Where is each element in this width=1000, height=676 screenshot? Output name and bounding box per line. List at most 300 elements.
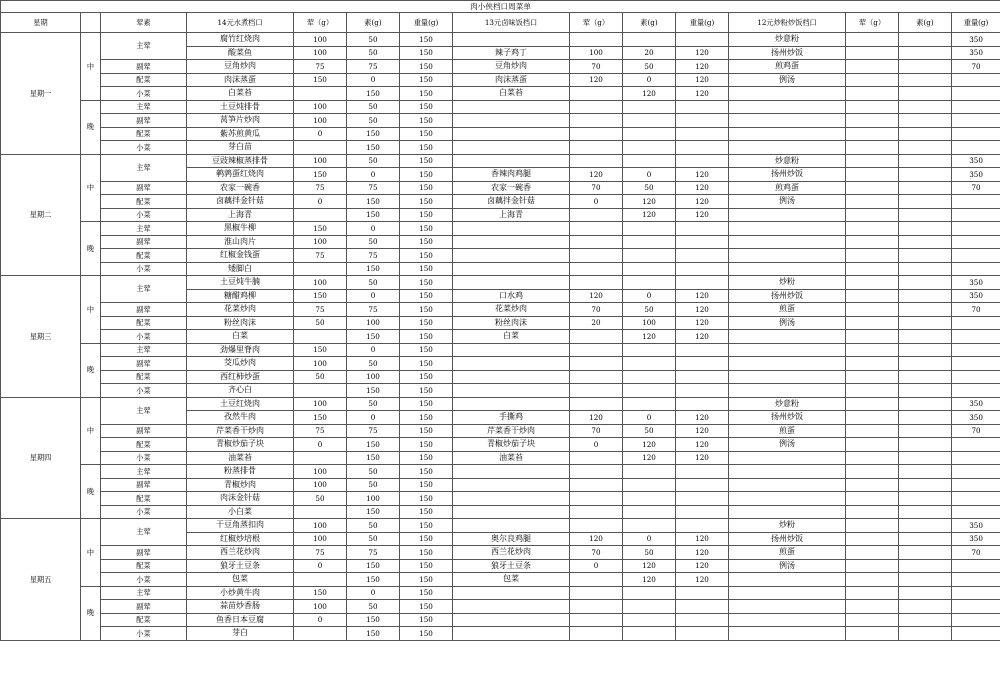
meat-stall-3 xyxy=(846,289,899,303)
table-row xyxy=(1,33,1000,47)
veg-stall-2: 120 xyxy=(623,451,676,465)
veg-stall-1: 50 xyxy=(347,519,400,533)
dish-stall-3: 扬州炒饭 xyxy=(729,168,846,182)
dish-stall-3: 炒意粉 xyxy=(729,154,846,168)
dish-stall-3: 例汤 xyxy=(729,316,846,330)
veg-stall-2 xyxy=(623,114,676,128)
veg-stall-1: 0 xyxy=(347,411,400,425)
category-cell: 配菜 xyxy=(101,316,187,330)
meat-stall-3 xyxy=(846,127,899,141)
meat-stall-1: 150 xyxy=(294,168,347,182)
weight-stall-2 xyxy=(676,370,729,384)
veg-stall-1: 50 xyxy=(347,397,400,411)
veg-stall-1: 100 xyxy=(347,492,400,506)
header-stall-2: 13元卤味饭档口 xyxy=(453,13,570,33)
weight-stall-1: 150 xyxy=(400,100,453,114)
meat-stall-3 xyxy=(846,424,899,438)
meat-stall-3 xyxy=(846,613,899,627)
veg-stall-2: 50 xyxy=(623,303,676,317)
meat-stall-3 xyxy=(846,114,899,128)
dish-stall-3 xyxy=(729,262,846,276)
veg-stall-3 xyxy=(899,384,952,398)
table-row xyxy=(1,600,1000,614)
category-cell: 配菜 xyxy=(101,249,187,263)
weight-stall-3 xyxy=(952,127,1000,141)
veg-stall-1: 100 xyxy=(347,370,400,384)
veg-stall-3 xyxy=(899,316,952,330)
meat-stall-2 xyxy=(570,397,623,411)
meat-stall-2: 100 xyxy=(570,46,623,60)
dish-stall-2 xyxy=(453,384,570,398)
veg-stall-1: 150 xyxy=(347,613,400,627)
weight-stall-2: 120 xyxy=(676,573,729,587)
veg-stall-1: 50 xyxy=(347,276,400,290)
weight-stall-1: 150 xyxy=(400,573,453,587)
weight-stall-2: 120 xyxy=(676,87,729,101)
weight-stall-2: 120 xyxy=(676,316,729,330)
weight-stall-1: 150 xyxy=(400,208,453,222)
table-row xyxy=(1,114,1000,128)
veg-stall-1: 150 xyxy=(347,505,400,519)
veg-stall-3 xyxy=(899,532,952,546)
meat-stall-1: 100 xyxy=(294,532,347,546)
dish-stall-2 xyxy=(453,600,570,614)
veg-stall-3 xyxy=(899,195,952,209)
weight-stall-1: 150 xyxy=(400,519,453,533)
weight-stall-2: 120 xyxy=(676,60,729,74)
weight-stall-3: 70 xyxy=(952,303,1000,317)
meat-stall-2 xyxy=(570,451,623,465)
weight-stall-2: 120 xyxy=(676,451,729,465)
dish-stall-1: 小炒黄牛肉 xyxy=(187,586,294,600)
veg-stall-3 xyxy=(899,586,952,600)
weight-stall-3: 350 xyxy=(952,276,1000,290)
meat-stall-2: 120 xyxy=(570,289,623,303)
weight-stall-1: 150 xyxy=(400,451,453,465)
weight-stall-1: 150 xyxy=(400,168,453,182)
meat-stall-3 xyxy=(846,586,899,600)
dish-stall-3 xyxy=(729,492,846,506)
header-weekday: 星期 xyxy=(1,13,81,33)
category-cell: 主荤 xyxy=(101,465,187,479)
dish-stall-1: 油菜苔 xyxy=(187,451,294,465)
weight-stall-3 xyxy=(952,505,1000,519)
dish-stall-1: 孜然牛肉 xyxy=(187,411,294,425)
veg-stall-3 xyxy=(899,114,952,128)
dish-stall-2 xyxy=(453,222,570,236)
weight-stall-3: 70 xyxy=(952,60,1000,74)
header-meat-3: 荤（g） xyxy=(846,13,899,33)
veg-stall-2: 120 xyxy=(623,195,676,209)
weight-stall-3 xyxy=(952,316,1000,330)
veg-stall-2 xyxy=(623,262,676,276)
meat-stall-2 xyxy=(570,478,623,492)
weight-stall-2: 120 xyxy=(676,303,729,317)
dish-stall-3: 炒粉 xyxy=(729,276,846,290)
dish-stall-3: 扬州炒饭 xyxy=(729,46,846,60)
weight-stall-1: 150 xyxy=(400,627,453,641)
weight-stall-1: 150 xyxy=(400,370,453,384)
veg-stall-3 xyxy=(899,154,952,168)
dish-stall-3: 炒意粉 xyxy=(729,397,846,411)
weight-stall-1: 150 xyxy=(400,546,453,560)
veg-stall-2 xyxy=(623,33,676,47)
weight-stall-1: 150 xyxy=(400,411,453,425)
weight-stall-1: 150 xyxy=(400,141,453,155)
weight-stall-1: 150 xyxy=(400,316,453,330)
title-row xyxy=(1,1,1000,13)
dish-stall-1: 茭瓜炒肉 xyxy=(187,357,294,371)
header-veg-2: 素(g) xyxy=(623,13,676,33)
meat-stall-1: 50 xyxy=(294,492,347,506)
dish-stall-3: 煎蛋 xyxy=(729,546,846,560)
weight-stall-2: 120 xyxy=(676,168,729,182)
dish-stall-1: 小白菜 xyxy=(187,505,294,519)
dish-stall-2 xyxy=(453,100,570,114)
header-meat-2: 荤（g） xyxy=(570,13,623,33)
veg-stall-2: 0 xyxy=(623,532,676,546)
meat-stall-2 xyxy=(570,600,623,614)
weight-stall-3 xyxy=(952,262,1000,276)
table-row xyxy=(1,613,1000,627)
veg-stall-3 xyxy=(899,100,952,114)
veg-stall-1: 75 xyxy=(347,181,400,195)
veg-stall-3 xyxy=(899,370,952,384)
veg-stall-2: 50 xyxy=(623,546,676,560)
dish-stall-2 xyxy=(453,397,570,411)
meat-stall-3 xyxy=(846,46,899,60)
veg-stall-1: 150 xyxy=(347,195,400,209)
category-cell: 副荤 xyxy=(101,478,187,492)
meat-stall-3 xyxy=(846,154,899,168)
header-stall-1: 14元水煮档口 xyxy=(187,13,294,33)
meat-stall-1: 100 xyxy=(294,114,347,128)
weight-stall-3 xyxy=(952,357,1000,371)
dish-stall-2: 油菜苔 xyxy=(453,451,570,465)
weight-stall-1: 150 xyxy=(400,222,453,236)
meat-stall-1: 100 xyxy=(294,33,347,47)
table-row xyxy=(1,519,1000,533)
dish-stall-1: 青椒炒肉 xyxy=(187,478,294,492)
meat-stall-2 xyxy=(570,343,623,357)
meat-stall-1 xyxy=(294,573,347,587)
dish-stall-3: 例汤 xyxy=(729,438,846,452)
meat-stall-3 xyxy=(846,343,899,357)
dish-stall-1: 紫苏煎黄瓜 xyxy=(187,127,294,141)
dish-stall-1: 芽白 xyxy=(187,627,294,641)
table-row xyxy=(1,208,1000,222)
dish-stall-3: 扬州炒饭 xyxy=(729,411,846,425)
veg-stall-3 xyxy=(899,276,952,290)
meat-stall-2: 70 xyxy=(570,303,623,317)
meal-cell: 晚 xyxy=(81,100,101,154)
category-cell: 小菜 xyxy=(101,573,187,587)
veg-stall-1: 150 xyxy=(347,87,400,101)
dish-stall-3 xyxy=(729,330,846,344)
meat-stall-2 xyxy=(570,330,623,344)
weight-stall-2: 120 xyxy=(676,208,729,222)
veg-stall-3 xyxy=(899,438,952,452)
meat-stall-3 xyxy=(846,357,899,371)
weight-stall-2: 120 xyxy=(676,195,729,209)
meat-stall-3 xyxy=(846,559,899,573)
category-cell: 小菜 xyxy=(101,330,187,344)
meat-stall-3 xyxy=(846,100,899,114)
veg-stall-1: 0 xyxy=(347,343,400,357)
table-row xyxy=(1,60,1000,74)
veg-stall-2: 50 xyxy=(623,424,676,438)
weekday-cell: 星期一 xyxy=(1,33,81,155)
meat-stall-3 xyxy=(846,397,899,411)
weight-stall-1: 150 xyxy=(400,73,453,87)
weight-stall-1: 150 xyxy=(400,60,453,74)
veg-stall-1: 150 xyxy=(347,573,400,587)
weight-stall-3 xyxy=(952,222,1000,236)
veg-stall-3 xyxy=(899,222,952,236)
veg-stall-3 xyxy=(899,87,952,101)
weight-stall-2 xyxy=(676,613,729,627)
table-row xyxy=(1,343,1000,357)
veg-stall-1: 50 xyxy=(347,478,400,492)
weekday-cell: 星期四 xyxy=(1,397,81,519)
header-weight-1: 重量(g) xyxy=(400,13,453,33)
dish-stall-2: 奥尔良鸡腿 xyxy=(453,532,570,546)
category-cell: 小菜 xyxy=(101,208,187,222)
meat-stall-2: 70 xyxy=(570,424,623,438)
veg-stall-3 xyxy=(899,627,952,641)
meat-stall-1: 100 xyxy=(294,154,347,168)
meat-stall-2 xyxy=(570,154,623,168)
veg-stall-3 xyxy=(899,208,952,222)
table-row xyxy=(1,370,1000,384)
category-cell: 副荤 xyxy=(101,181,187,195)
veg-stall-1: 50 xyxy=(347,154,400,168)
dish-stall-3 xyxy=(729,478,846,492)
meat-stall-1 xyxy=(294,627,347,641)
dish-stall-2 xyxy=(453,154,570,168)
table-row xyxy=(1,492,1000,506)
weight-stall-3 xyxy=(952,600,1000,614)
category-cell: 配菜 xyxy=(101,195,187,209)
veg-stall-2 xyxy=(623,222,676,236)
veg-stall-1: 150 xyxy=(347,384,400,398)
veg-stall-1: 150 xyxy=(347,330,400,344)
weight-stall-3 xyxy=(952,330,1000,344)
veg-stall-3 xyxy=(899,303,952,317)
dish-stall-1: 西兰花炒肉 xyxy=(187,546,294,560)
meat-stall-1: 75 xyxy=(294,181,347,195)
weight-stall-1: 150 xyxy=(400,235,453,249)
meat-stall-2 xyxy=(570,276,623,290)
veg-stall-2 xyxy=(623,141,676,155)
veg-stall-3 xyxy=(899,343,952,357)
category-cell: 小菜 xyxy=(101,505,187,519)
dish-stall-2: 肉沫蒸蛋 xyxy=(453,73,570,87)
weight-stall-1: 150 xyxy=(400,600,453,614)
weekday-cell: 星期五 xyxy=(1,519,81,641)
meat-stall-3 xyxy=(846,195,899,209)
meat-stall-1: 100 xyxy=(294,397,347,411)
dish-stall-2 xyxy=(453,627,570,641)
table-row xyxy=(1,546,1000,560)
weight-stall-1: 150 xyxy=(400,181,453,195)
weight-stall-2: 120 xyxy=(676,546,729,560)
veg-stall-1: 150 xyxy=(347,451,400,465)
dish-stall-2: 白菜 xyxy=(453,330,570,344)
meat-stall-1: 0 xyxy=(294,195,347,209)
veg-stall-3 xyxy=(899,519,952,533)
weight-stall-3: 70 xyxy=(952,181,1000,195)
meat-stall-3 xyxy=(846,87,899,101)
table-row xyxy=(1,451,1000,465)
table-row xyxy=(1,235,1000,249)
dish-stall-3: 扬州炒饭 xyxy=(729,289,846,303)
table-row xyxy=(1,100,1000,114)
weight-stall-1: 150 xyxy=(400,343,453,357)
weight-stall-3 xyxy=(952,586,1000,600)
meat-stall-1: 50 xyxy=(294,316,347,330)
meat-stall-3 xyxy=(846,235,899,249)
dish-stall-3 xyxy=(729,357,846,371)
dish-stall-3: 例汤 xyxy=(729,195,846,209)
dish-stall-2: 香辣肉鸡腿 xyxy=(453,168,570,182)
veg-stall-2 xyxy=(623,478,676,492)
weight-stall-1: 150 xyxy=(400,465,453,479)
weight-stall-3 xyxy=(952,492,1000,506)
dish-stall-2 xyxy=(453,114,570,128)
veg-stall-2 xyxy=(623,249,676,263)
category-cell: 小菜 xyxy=(101,627,187,641)
table-row xyxy=(1,303,1000,317)
meat-stall-1: 75 xyxy=(294,249,347,263)
meat-stall-3 xyxy=(846,438,899,452)
weight-stall-3 xyxy=(952,249,1000,263)
category-cell: 小菜 xyxy=(101,141,187,155)
weight-stall-2 xyxy=(676,127,729,141)
meat-stall-2 xyxy=(570,573,623,587)
veg-stall-1: 0 xyxy=(347,73,400,87)
weight-stall-1: 150 xyxy=(400,262,453,276)
dish-stall-2: 西兰花炒肉 xyxy=(453,546,570,560)
meat-stall-1: 100 xyxy=(294,100,347,114)
dish-stall-3 xyxy=(729,100,846,114)
veg-stall-2 xyxy=(623,276,676,290)
dish-stall-3 xyxy=(729,235,846,249)
veg-stall-2 xyxy=(623,357,676,371)
meat-stall-2 xyxy=(570,141,623,155)
meat-stall-2: 70 xyxy=(570,60,623,74)
header-meat-1: 荤（g） xyxy=(294,13,347,33)
category-cell: 配菜 xyxy=(101,559,187,573)
dish-stall-2 xyxy=(453,478,570,492)
meat-stall-2 xyxy=(570,114,623,128)
weight-stall-2 xyxy=(676,384,729,398)
weight-stall-1: 150 xyxy=(400,532,453,546)
weight-stall-3 xyxy=(952,195,1000,209)
dish-stall-3 xyxy=(729,573,846,587)
weight-stall-1: 150 xyxy=(400,289,453,303)
category-cell: 主荤 xyxy=(101,586,187,600)
meat-stall-3 xyxy=(846,303,899,317)
dish-stall-2 xyxy=(453,141,570,155)
header-meal xyxy=(81,13,101,33)
veg-stall-3 xyxy=(899,46,952,60)
weight-stall-3 xyxy=(952,451,1000,465)
category-cell: 配菜 xyxy=(101,73,187,87)
dish-stall-1: 肉沫蒸蛋 xyxy=(187,73,294,87)
meat-stall-3 xyxy=(846,141,899,155)
meal-cell: 晚 xyxy=(81,465,101,519)
table-row xyxy=(1,465,1000,479)
weight-stall-3: 70 xyxy=(952,424,1000,438)
weight-stall-2 xyxy=(676,262,729,276)
meat-stall-1 xyxy=(294,87,347,101)
category-cell: 配菜 xyxy=(101,370,187,384)
veg-stall-2: 120 xyxy=(623,573,676,587)
menu-title: 肉小侠档口周菜单 xyxy=(1,1,1000,13)
dish-stall-1: 白菜苔 xyxy=(187,87,294,101)
meat-stall-1: 75 xyxy=(294,303,347,317)
weight-stall-2: 120 xyxy=(676,559,729,573)
veg-stall-3 xyxy=(899,492,952,506)
weight-stall-1: 150 xyxy=(400,154,453,168)
meat-stall-1: 150 xyxy=(294,411,347,425)
veg-stall-1: 50 xyxy=(347,33,400,47)
veg-stall-3 xyxy=(899,168,952,182)
weight-stall-3: 350 xyxy=(952,397,1000,411)
veg-stall-2 xyxy=(623,613,676,627)
veg-stall-2 xyxy=(623,519,676,533)
category-cell: 小菜 xyxy=(101,451,187,465)
header-row xyxy=(1,13,1000,33)
weight-stall-3 xyxy=(952,627,1000,641)
weight-stall-1: 150 xyxy=(400,478,453,492)
category-cell: 配菜 xyxy=(101,438,187,452)
meat-stall-3 xyxy=(846,505,899,519)
veg-stall-2 xyxy=(623,154,676,168)
weight-stall-1: 150 xyxy=(400,33,453,47)
dish-stall-3 xyxy=(729,114,846,128)
table-row xyxy=(1,316,1000,330)
dish-stall-1: 腐竹红烧肉 xyxy=(187,33,294,47)
category-cell: 主荤 xyxy=(101,343,187,357)
dish-stall-1: 狼牙土豆条 xyxy=(187,559,294,573)
veg-stall-3 xyxy=(899,600,952,614)
veg-stall-3 xyxy=(899,249,952,263)
veg-stall-2 xyxy=(623,492,676,506)
meat-stall-2 xyxy=(570,33,623,47)
veg-stall-3 xyxy=(899,33,952,47)
meat-stall-2: 0 xyxy=(570,438,623,452)
table-row xyxy=(1,249,1000,263)
veg-stall-2 xyxy=(623,600,676,614)
weight-stall-3 xyxy=(952,559,1000,573)
weight-stall-2 xyxy=(676,100,729,114)
meat-stall-1: 100 xyxy=(294,465,347,479)
dish-stall-1: 包菜 xyxy=(187,573,294,587)
meat-stall-2 xyxy=(570,127,623,141)
meat-stall-2 xyxy=(570,235,623,249)
veg-stall-1: 75 xyxy=(347,303,400,317)
dish-stall-3 xyxy=(729,127,846,141)
table-row xyxy=(1,87,1000,101)
dish-stall-2: 辣子鸡丁 xyxy=(453,46,570,60)
dish-stall-3 xyxy=(729,600,846,614)
weight-stall-1: 150 xyxy=(400,397,453,411)
category-cell: 小菜 xyxy=(101,384,187,398)
veg-stall-1: 0 xyxy=(347,289,400,303)
dish-stall-2 xyxy=(453,127,570,141)
